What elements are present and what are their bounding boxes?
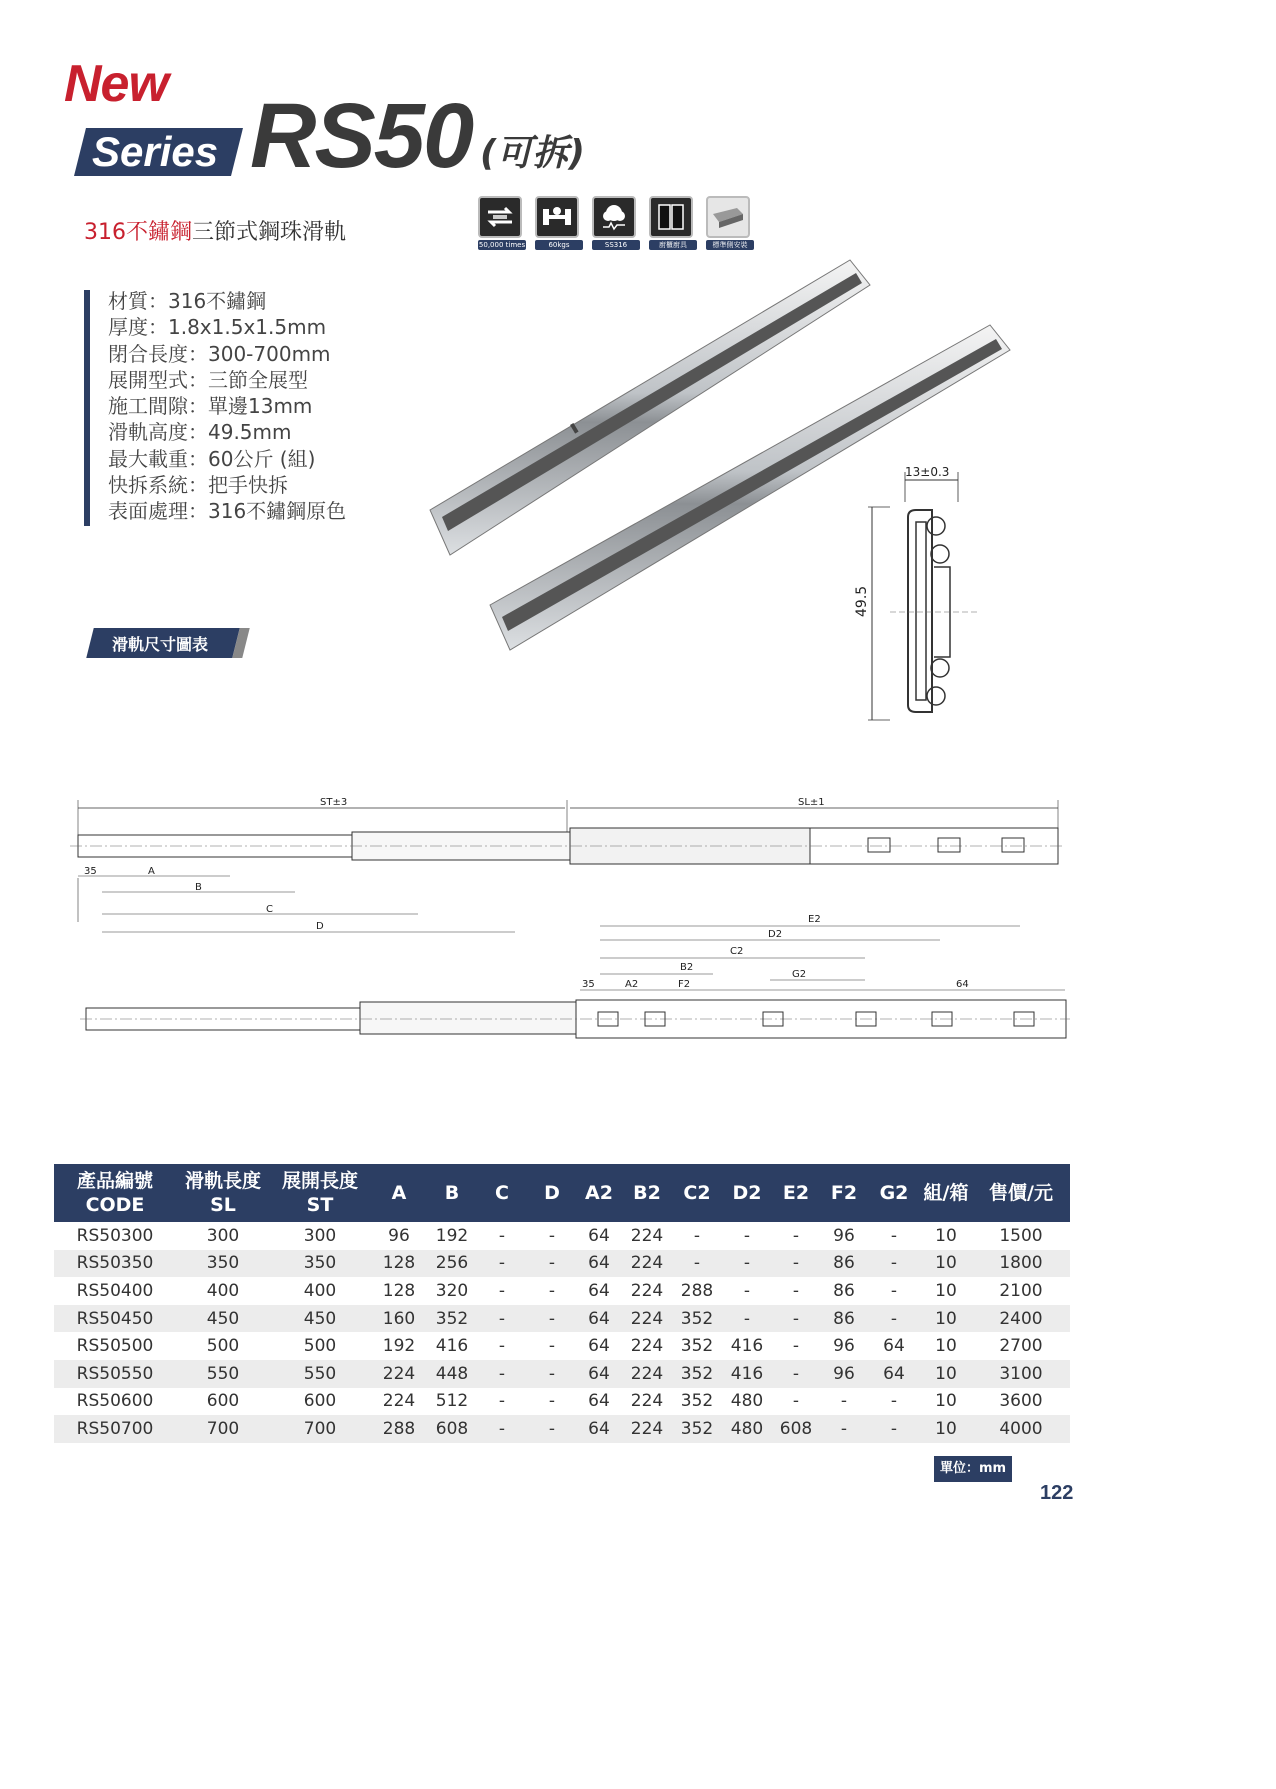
slide-rail-upper [430,260,870,555]
table-cell: 10 [920,1305,972,1333]
table-cell: - [548,1336,556,1357]
table-cell: - [693,1225,701,1246]
table-cell: 86 [820,1250,868,1278]
table-cell: 600 [206,1391,240,1412]
table-row [54,1360,1070,1388]
table-cell: - [868,1305,920,1333]
table-cell: 96 [820,1360,868,1388]
table-cell: 192 [435,1225,469,1246]
table-cell: 352 [428,1305,476,1333]
table-cell: - [772,1305,820,1333]
table-row [54,1305,1070,1333]
table-cell: - [772,1250,820,1278]
table-cell: - [722,1250,772,1278]
table-cell: - [890,1280,898,1301]
spec-accent-bar [84,290,90,526]
table-cell: 224 [630,1225,664,1246]
table-cell: 550 [176,1360,270,1388]
table-cell: RS50500 [76,1336,154,1357]
table-cell: 550 [270,1360,370,1388]
table-cell: 224 [370,1360,428,1388]
table-cell: 1800 [972,1250,1070,1278]
spec-finish: 表面處理：316不鏽鋼原色 [108,499,347,524]
table-cell: 300 [206,1225,240,1246]
table-cell: RS50350 [54,1250,176,1278]
badge-material [592,196,640,250]
table-cell: - [722,1305,772,1333]
table-cell: - [672,1250,722,1278]
table-cell: - [868,1250,920,1278]
table-cell: 700 [176,1415,270,1443]
table-cell: 448 [428,1360,476,1388]
table-row [54,1222,1070,1250]
badge-caption: 60kgs [535,240,583,250]
dim-label: G2 [792,969,807,980]
col-code [54,1164,176,1222]
table-cell: 400 [303,1280,337,1301]
table-cell: 10 [935,1391,957,1412]
dim-label: C2 [730,946,744,957]
table-row [54,1415,1070,1443]
subtitle-description: 三節式鋼珠滑軌 [192,220,347,245]
cross-section-drawing [850,462,1000,732]
table-cell: 10 [935,1280,957,1301]
table-cell: 96 [388,1225,410,1246]
side-mount-icon [706,196,750,238]
table-cell: 10 [920,1415,972,1443]
spec-clearance: 施工間隙：單邊13mm [108,394,313,419]
table-cell: 64 [883,1336,905,1357]
table-cell: 10 [920,1360,972,1388]
table-cell: 350 [176,1250,270,1278]
badge-caption: SS316 [592,240,640,250]
spec-material: 材質：316不鏽鋼 [108,289,267,313]
dim-label: B2 [680,962,694,973]
table-cell: - [528,1305,576,1333]
col-c2: C2 [672,1164,722,1222]
dim-label: F2 [678,979,691,990]
table-cell: 64 [576,1360,622,1388]
col-sl [176,1164,270,1222]
table-cell: RS50550 [54,1360,176,1388]
unit-label: 單位：mm [934,1456,1012,1482]
table-cell: - [792,1280,800,1301]
table-cell: 416 [722,1360,772,1388]
dim-label: D2 [768,929,783,940]
col-c: C [476,1164,528,1222]
table-cell: - [890,1391,898,1412]
badge-application [649,196,697,250]
col-f2: F2 [820,1164,868,1222]
dim-label: A2 [625,979,639,990]
spec-extension-type: 展開型式：三節全展型 [108,367,308,392]
table-cell: 600 [303,1391,337,1412]
table-cell: 224 [630,1391,664,1412]
table-cell: 3600 [999,1391,1043,1412]
table-cell: RS50700 [54,1415,176,1443]
header-top: 展開長度 [281,1170,358,1192]
header-bottom: ST [306,1194,334,1216]
table-cell: - [743,1280,751,1301]
table-cell: - [476,1305,528,1333]
header-top: 產品編號 [76,1170,153,1192]
table-cell: RS50600 [76,1391,154,1412]
table-cell: 352 [672,1415,722,1443]
table-cell: - [820,1415,868,1443]
table-cell: 2700 [999,1336,1043,1357]
table-cell: - [792,1391,800,1412]
badge-mounting [706,196,754,250]
table-cell: 86 [833,1280,855,1301]
table-cell: 224 [622,1305,672,1333]
table-cell: - [528,1415,576,1443]
table-cell: 480 [722,1415,772,1443]
badge-cycles [478,196,526,250]
table-cell: 3100 [972,1360,1070,1388]
badge-caption: 標準側安裝 [706,240,754,250]
col-b: B [428,1164,476,1222]
table-cell: - [476,1360,528,1388]
model-suffix: (可拆) [480,133,585,174]
table-cell: 350 [270,1250,370,1278]
col-a: A [370,1164,428,1222]
table-cell: - [528,1360,576,1388]
dim-label: 35 [582,979,595,990]
col-qty: 組/箱 [920,1164,972,1222]
header-top: 滑軌長度 [184,1170,261,1192]
table-cell: 450 [176,1305,270,1333]
col-b2: B2 [622,1164,672,1222]
badge-load [535,196,583,250]
table-cell: 96 [833,1225,855,1246]
table-cell: 224 [630,1336,664,1357]
table-cell: 608 [428,1415,476,1443]
table-cell: 352 [672,1360,722,1388]
table-cell: 352 [672,1305,722,1333]
table-cell: 224 [622,1250,672,1278]
table-cell: 96 [833,1336,855,1357]
table-cell: - [498,1336,506,1357]
table-cell: 64 [576,1305,622,1333]
table-cell: - [548,1225,556,1246]
col-price: 售價/元 [972,1164,1070,1222]
table-cell: 224 [630,1280,664,1301]
table-cell: 352 [680,1336,714,1357]
table-cell: 288 [370,1415,428,1443]
table-cell: 128 [370,1250,428,1278]
table-cell: 64 [588,1280,610,1301]
table-cell: - [772,1360,820,1388]
table-cell: - [548,1280,556,1301]
table-cell: 608 [772,1415,820,1443]
dim-label: 35 [84,866,97,877]
table-cell: 64 [588,1225,610,1246]
col-g2: G2 [868,1164,920,1222]
table-cell: - [890,1225,898,1246]
product-subtitle [84,222,346,244]
table-cell: 480 [730,1391,764,1412]
subtitle-material: 316不鏽鋼 [84,220,192,245]
table-cell: 64 [576,1415,622,1443]
table-cell: - [498,1225,506,1246]
section-tag-label: 滑軌尺寸圖表 [112,635,209,654]
table-cell: - [868,1415,920,1443]
dim-label: B [195,882,202,893]
table-cell: 416 [730,1336,764,1357]
spec-max-load: 最大載重：60公斤 (組) [108,446,316,471]
table-cell: 192 [382,1336,416,1357]
table-cell: 2100 [999,1280,1043,1301]
table-cell: 10 [935,1336,957,1357]
series-label: Series [92,128,219,175]
table-cell: 224 [622,1415,672,1443]
dim-label: E2 [808,914,821,925]
spec-height: 滑軌高度：49.5mm [108,420,292,445]
table-cell: 10 [920,1250,972,1278]
cabinet-icon [649,196,693,238]
table-cell: - [528,1250,576,1278]
table-cell: 224 [382,1391,416,1412]
table-cell: RS50300 [76,1225,154,1246]
new-label: New [64,55,168,113]
stainless-tree-icon [592,196,636,238]
table-cell: 160 [370,1305,428,1333]
table-cell: 450 [270,1305,370,1333]
table-cell: 700 [270,1415,370,1443]
table-cell: - [476,1415,528,1443]
spec-table [54,1164,1070,1443]
table-cell: - [476,1250,528,1278]
table-cell: 2400 [972,1305,1070,1333]
table-cell: - [498,1280,506,1301]
dim-label: 64 [956,979,969,990]
col-d2: D2 [722,1164,772,1222]
table-cell: 64 [588,1391,610,1412]
sl-dimension-label: SL±1 [798,797,825,808]
drawing-closed-rail [80,912,1070,1047]
table-cell: 64 [576,1250,622,1278]
table-cell: 86 [820,1305,868,1333]
header-bottom: SL [210,1194,236,1216]
table-cell: 224 [622,1360,672,1388]
table-cell: 64 [868,1360,920,1388]
table-cell: - [840,1391,848,1412]
spec-closed-length: 閉合長度：300-700mm [108,341,331,366]
table-cell: 320 [435,1280,469,1301]
table-cell: RS50400 [76,1280,154,1301]
dim-label: C [266,904,273,915]
col-d: D [528,1164,576,1222]
col-st [270,1164,370,1222]
table-cell: 500 [206,1336,240,1357]
col-e2: E2 [772,1164,820,1222]
table-cell: 1500 [999,1225,1043,1246]
dim-label: A [148,866,155,877]
cycle-arrows-icon [478,196,522,238]
table-cell: - [498,1391,506,1412]
spec-thickness: 厚度：1.8x1.5x1.5mm [108,315,327,340]
table-cell: 416 [435,1336,469,1357]
table-cell: 400 [206,1280,240,1301]
table-cell: 500 [303,1336,337,1357]
header-bottom: CODE [85,1194,145,1216]
cross-section-height-label: 49.5 [854,585,870,617]
table-cell: - [548,1391,556,1412]
col-a2: A2 [576,1164,622,1222]
table-cell: RS50450 [54,1305,176,1333]
table-cell: 128 [382,1280,416,1301]
table-cell: 10 [935,1225,957,1246]
table-row [54,1332,1070,1360]
table-cell: - [743,1225,751,1246]
page-number: 122 [1040,1482,1074,1504]
table-cell: 512 [435,1391,469,1412]
table-header-row [54,1164,1070,1222]
table-cell: - [792,1336,800,1357]
table-row [54,1277,1070,1305]
table-cell: 352 [680,1391,714,1412]
cross-section-width-label: 13±0.3 [905,465,950,479]
table-cell: - [792,1225,800,1246]
section-tag [80,628,250,660]
spec-list [108,288,346,525]
spec-quick-release: 快拆系統：把手快拆 [108,473,288,498]
table-cell: 256 [428,1250,476,1278]
table-cell: 64 [588,1336,610,1357]
table-cell: 288 [680,1280,714,1301]
model-title: RS50 [250,85,473,187]
table-cell: 4000 [972,1415,1070,1443]
table-row [54,1388,1070,1416]
badge-caption: 廚櫃廚具 [649,240,697,250]
st-dimension-label: ST±3 [320,797,348,808]
badge-caption: 50,000 times [478,241,526,249]
table-row [54,1250,1070,1278]
dim-label: D [316,921,324,932]
barbell-icon [535,196,579,238]
table-cell: 300 [303,1225,337,1246]
